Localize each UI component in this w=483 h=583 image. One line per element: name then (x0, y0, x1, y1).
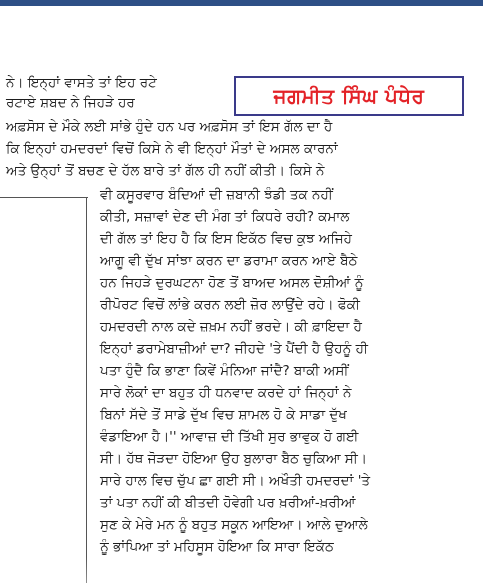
article-line-text: ਸੀ। ਹੱਥ ਜੋੜਦਾ ਹੋਇਆ ਉਹ ਬੁਲਾਰਾ ਬੈਠ ਚੁਕਿਆ ਸੀ। (100, 451, 367, 467)
article-line-text: ਸਾਰੇ ਹਾਲ ਵਿਚ ਚੁੱਪ ਛਾ ਗਈ ਸੀ। ਅਖੌਤੀ ਹਮਦਰਦਾਂ 'ਤੇ (100, 473, 371, 489)
article-line-text: ਇਨ੍ਹਾਂ ਡਰਾਮੇਬਾਜ਼ੀਆਂ ਦਾ? ਜੀਹਦੇ 'ਤੇ ਪੈਂਦੀ ਹੈ ਉਹਨੂੰ ਹੀ (100, 341, 368, 357)
article-line-text: ਸਾਰੇ ਲੋਕਾਂ ਦਾ ਬਹੁਤ ਹੀ ਧਨਵਾਦ ਕਰਦੇ ਹਾਂ ਜਿਨ੍ਹਾਂ ਨੇ (100, 385, 352, 401)
article-line-text: ਨੇ। ਇਨ੍ਹਾਂ ਵਾਸਤੇ ਤਾਂ ਇਹ ਰਟੇ (6, 75, 157, 91)
article-line-text: ਦੀ ਗੱਲ ਤਾਂ ਇਹ ਹੈ ਕਿ ਇਸ ਇਕੱਠ ਵਿਚ ਕੁਝ ਅਜਿਹੇ (100, 231, 352, 247)
article-line-text: ਅਤੇ ਉਨ੍ਹਾਂ ਤੋਂ ਬਚਣ ਦੇ ਹੱਲ ਬਾਰੇ ਤਾਂ ਗੱਲ ਹੀ ਨਹੀਂ ਕੀਤੀ। ਕਿਸੇ ਨੇ (6, 163, 325, 179)
article-line-text: ਕਿ ਇਨ੍ਹਾਂ ਹਮਦਰਦਾਂ ਵਿਚੋਂ ਕਿਸੇ ਨੇ ਵੀ ਇਨ੍ਹਾਂ ਮੌਤਾਂ ਦੇ ਅਸਲ ਕਾਰਨਾਂ (6, 141, 338, 157)
left-image-panel (0, 198, 86, 583)
article-line-text: ਆਗੂ ਵੀ ਦੁੱਖ ਸਾਂਝਾ ਕਰਨ ਦਾ ਡਰਾਮਾ ਕਰਨ ਆਏ ਬੈਠੇ (100, 253, 358, 269)
article-line-text: ਹਮਦਰਦੀ ਨਾਲ ਕਦੇ ਜ਼ਖ਼ਮ ਨਹੀਂ ਭਰਦੇ। ਕੀ ਫ਼ਾਇਦਾ ਹੈ (100, 319, 362, 335)
article-line-text: ਅਫ਼ਸੋਸ ਦੇ ਮੌਕੇ ਲਈ ਸਾਂਭੇ ਹੁੰਦੇ ਹਨ ਪਰ ਅਫ਼ਸੋਸ ਤਾਂ ਇਸ ਗੱਲ ਦਾ ਹੈ (6, 119, 333, 135)
article-line-text: ਰੀਪੋਰਟ ਵਿਚੋਂ ਲਾਂਭੇ ਕਰਨ ਲਈ ਜ਼ੋਰ ਲਾਉਂਦੇ ਰਹੇ। ਫੋਕੀ (100, 297, 360, 313)
article-line-text: ਕੀਤੀ, ਸਜ਼ਾਵਾਂ ਦੇਣ ਦੀ ਮੰਗ ਤਾਂ ਕਿਧਰੇ ਰਹੀ? ਕਮਾਲ (100, 209, 350, 225)
author-byline-box (234, 76, 464, 116)
article-line-text: ਰਟਾਏ ਸ਼ਬਦ ਨੇ ਜਿਹੜੇ ਹਰ (6, 95, 135, 111)
left-panel-top-rule (0, 197, 88, 198)
bottom-fade-overlay (0, 557, 483, 583)
article-line-text: ਪਤਾ ਹੁੰਦੈ ਕਿ ਭਾਣਾ ਕਿਵੇਂ ਮੰਨਿਆ ਜਾਂਦੈ? ਬਾਕੀ ਅਸੀਂ (100, 363, 349, 379)
article-line-text: ਸੁਣ ਕੇ ਮੇਰੇ ਮਨ ਨੂੰ ਬਹੁਤ ਸਕੂਨ ਆਇਆ। ਆਲੇ ਦੁਆਲੇ (100, 517, 368, 533)
article-line-text: ਨੂੰ ਭਾਂਪਿਆ ਤਾਂ ਮਹਿਸੂਸ ਹੋਇਆ ਕਿ ਸਾਰਾ ਇਕੱਠ (100, 539, 334, 555)
page-top-bar (0, 0, 483, 6)
article-line-text: ਹਨ ਜਿਹੜੇ ਦੁਰਘਟਨਾ ਹੋਣ ਤੋਂ ਬਾਅਦ ਅਸਲ ਦੋਸ਼ੀਆਂ ਨੂੰ (100, 275, 364, 291)
article-line-text: ਤਾਂ ਪਤਾ ਨਹੀਂ ਕੀ ਬੀਤਦੀ ਹੋਵੇਗੀ ਪਰ ਖ਼ਰੀਆਂ-ਖ਼ਰੀਆਂ (100, 495, 356, 511)
article-line-text: ਬਿਨਾਂ ਸੱਦੇ ਤੋਂ ਸਾਡੇ ਦੁੱਖ ਵਿਚ ਸ਼ਾਮਲ ਹੋ ਕੇ ਸਾਡਾ ਦੁੱਖ (100, 407, 347, 423)
article-line-text: ਵੰਡਾਇਆ ਹੈ।'' ਆਵਾਜ਼ ਦੀ ਤਿੱਖੀ ਸੁਰ ਭਾਵੁਕ ਹੋ ਗਈ (100, 429, 359, 445)
author-byline: ਜਗਮੀਤ ਸਿੰਘ ਪੰਧੇਰ (273, 84, 425, 108)
article-line-text: ਵੀ ਕਸੂਰਵਾਰ ਬੰਦਿਆਂ ਦੀ ਜ਼ਬਾਨੀ ਝੰਡੀ ਤਕ ਨਹੀਂ (100, 187, 333, 203)
left-panel-side-rule (86, 197, 87, 583)
